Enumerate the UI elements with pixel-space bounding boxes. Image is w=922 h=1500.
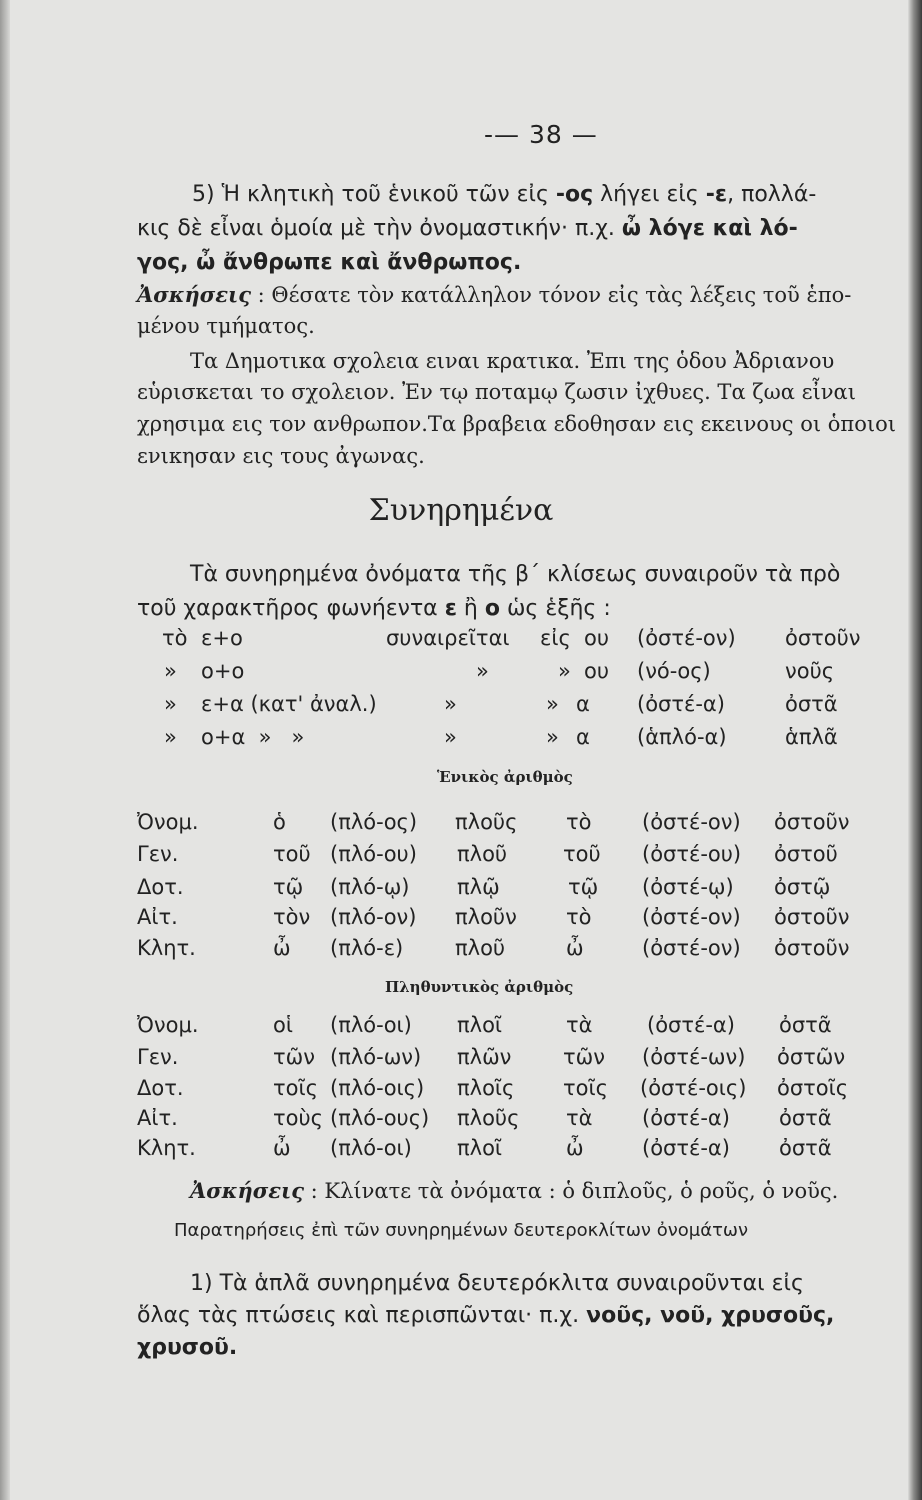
exercise1-line1: Ἀσκήσεις : Θέσατε τὸν κατάλληλον τόνον εἰς τὰς λέξεις τοῦ ἑπο- <box>137 282 852 307</box>
remark1-line1: 1) Τὰ ἁπλᾶ συνηρημένα δευτερόκλιτα συναιροῦνται εἰς <box>190 1271 804 1296</box>
page-left-shadow <box>0 0 10 1500</box>
section-title: Συνηρημένα <box>368 493 554 528</box>
remark1-line2: ὅλας τὰς πτώσεις καὶ περισπῶνται· π.χ. νοῦς, νοῦ, χρυσοῦς, <box>137 1303 835 1328</box>
exercise1-line2: μένου τμήματος. <box>137 314 315 338</box>
exercise2-label: Ἀσκήσεις <box>190 1178 304 1203</box>
plural-heading: Πληθυντικὸς ἀριθμὸς <box>385 978 574 996</box>
rule5-line3: γος, ὦ ἄνθρωπε καὶ ἄνθρωπος. <box>137 250 522 275</box>
exercise2-line: Ἀσκήσεις : Κλίνατε τὰ ὀνόματα : ὁ διπλοῦς, ὁ ροῦς, ὁ νοῦς. <box>190 1178 839 1203</box>
rule5-line1: 5) Ἡ κλητικὴ τοῦ ἑνικοῦ τῶν εἰς -ος λήγει εἰς -ε, πολλά- <box>192 182 817 207</box>
exercise1-line4: εὑρισκεται το σχολειον. Ἐν τῳ ποταμῳ ζωσιν ἰχθυες. Τα ζωα εἶναι <box>137 380 856 404</box>
intro-line2: τοῦ χαρακτῆρος φωνήεντα ε ἢ ο ὡς ἑξῆς : <box>137 596 611 621</box>
rule5-line2: κις δὲ εἶναι ὁμοία μὲ τὴν ὀνομαστικήν· π.χ. ὦ λόγε καὶ λό- <box>137 216 798 241</box>
exercise1-line3: Τα Δημοτικα σχολεια ειναι κρατικα. Ἐπι της ὁδου Ἀδριανου <box>190 349 835 373</box>
intro-line1: Τὰ συνηρημένα ὀνόματα τῆς β΄ κλίσεως συναιροῦν τὰ πρὸ <box>190 562 841 587</box>
remark1-line3: χρυσοῦ. <box>137 1335 238 1360</box>
page-number: -— 38 — <box>484 120 598 149</box>
remarks-heading: Παρατηρήσεις ἐπὶ τῶν συνηρημένων δευτεροκλίτων ὀνομάτων <box>173 1220 749 1241</box>
singular-heading: Ἑνικὸς ἀριθμὸς <box>437 768 573 786</box>
exercise1-line5: χρησιμα εις τον ανθρωπον.Τα βραβεια εδοθησαν εις εκεινους οι ὁποιοι <box>137 412 896 436</box>
exercise1-label: Ἀσκήσεις <box>137 282 251 307</box>
exercise1-line6: ενικησαν εις τους ἀγωνας. <box>137 444 425 468</box>
